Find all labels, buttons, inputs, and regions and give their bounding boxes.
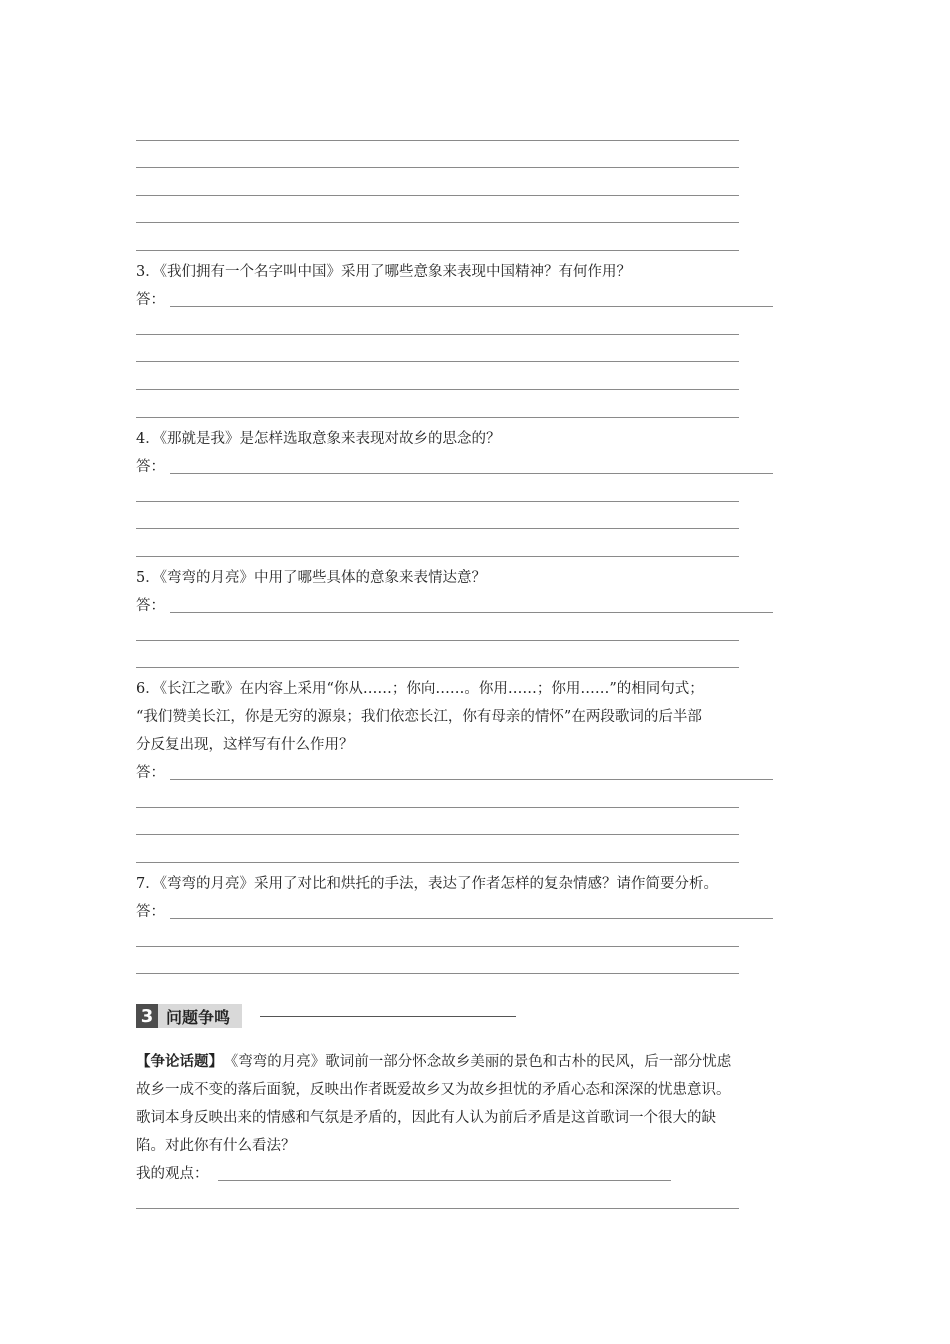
answer-line[interactable]: [170, 473, 773, 474]
answer-line[interactable]: [136, 195, 739, 196]
answer-line[interactable]: [170, 612, 773, 613]
answer-line[interactable]: [136, 167, 739, 168]
answer-line[interactable]: [136, 640, 739, 641]
answer-line[interactable]: [136, 501, 739, 502]
answer-line[interactable]: [136, 807, 739, 808]
opinion-line[interactable]: [218, 1180, 671, 1181]
answer-line[interactable]: [136, 556, 739, 557]
debate-line-4: 陷。对此你有什么看法？: [136, 1138, 296, 1154]
section-title: 问题争鸣: [158, 1004, 242, 1028]
debate-label: 【争论话题】: [136, 1053, 223, 1070]
answer-line[interactable]: [136, 862, 739, 863]
opinion-label: 我的观点：: [136, 1166, 209, 1182]
answer-label-6: 答：: [136, 765, 165, 781]
answer-line[interactable]: [136, 250, 739, 251]
question-4: 4．《那就是我》是怎样选取意象来表现对故乡的思念的？: [136, 431, 501, 447]
question-6-line-2: “我们赞美长江，你是无穷的源泉；我们依恋长江，你有母亲的情怀”在两段歌词的后半部: [136, 709, 702, 725]
answer-line[interactable]: [136, 667, 739, 668]
answer-line[interactable]: [136, 389, 739, 390]
question-6-line-3: 分反复出现，这样写有什么作用？: [136, 737, 354, 753]
answer-line[interactable]: [136, 1208, 739, 1209]
question-7: 7．《弯弯的月亮》采用了对比和烘托的手法，表达了作者怎样的复杂情感？请作简要分析。: [136, 876, 718, 892]
answer-label-5: 答：: [136, 598, 165, 614]
debate-line-3: 歌词本身反映出来的情感和气氛是矛盾的，因此有人认为前后矛盾是这首歌词一个很大的缺: [136, 1110, 716, 1126]
answer-line[interactable]: [136, 417, 739, 418]
answer-line[interactable]: [136, 973, 739, 974]
debate-line-2: 故乡一成不变的落后面貌，反映出作者既爱故乡又为故乡担忧的矛盾心态和深深的忧患意识。: [136, 1082, 731, 1098]
question-6-line-1: 6．《长江之歌》在内容上采用“你从……；你向……。你用……；你用……”的相同句式；: [136, 681, 704, 697]
answer-label-4: 答：: [136, 459, 165, 475]
answer-line[interactable]: [136, 334, 739, 335]
section-number: 3: [136, 1004, 158, 1028]
debate-line-1: [136, 1052, 731, 1072]
section-divider: [260, 1016, 516, 1017]
section-header: [136, 1004, 242, 1028]
answer-line[interactable]: [136, 528, 739, 529]
answer-line[interactable]: [136, 361, 739, 362]
answer-line[interactable]: [170, 918, 773, 919]
question-3: 3．《我们拥有一个名字叫中国》采用了哪些意象来表现中国精神？有何作用？: [136, 264, 631, 280]
answer-line[interactable]: [136, 834, 739, 835]
answer-label-3: 答：: [136, 292, 165, 308]
debate-text-1: 《弯弯的月亮》歌词前一部分怀念故乡美丽的景色和古朴的民风，后一部分忧虑: [231, 1054, 732, 1070]
answer-line[interactable]: [136, 946, 739, 947]
answer-line[interactable]: [136, 140, 739, 141]
answer-line[interactable]: [136, 222, 739, 223]
question-5: 5．《弯弯的月亮》中用了哪些具体的意象来表情达意？: [136, 570, 486, 586]
answer-line[interactable]: [170, 306, 773, 307]
answer-line[interactable]: [170, 779, 773, 780]
answer-label-7: 答：: [136, 904, 165, 920]
